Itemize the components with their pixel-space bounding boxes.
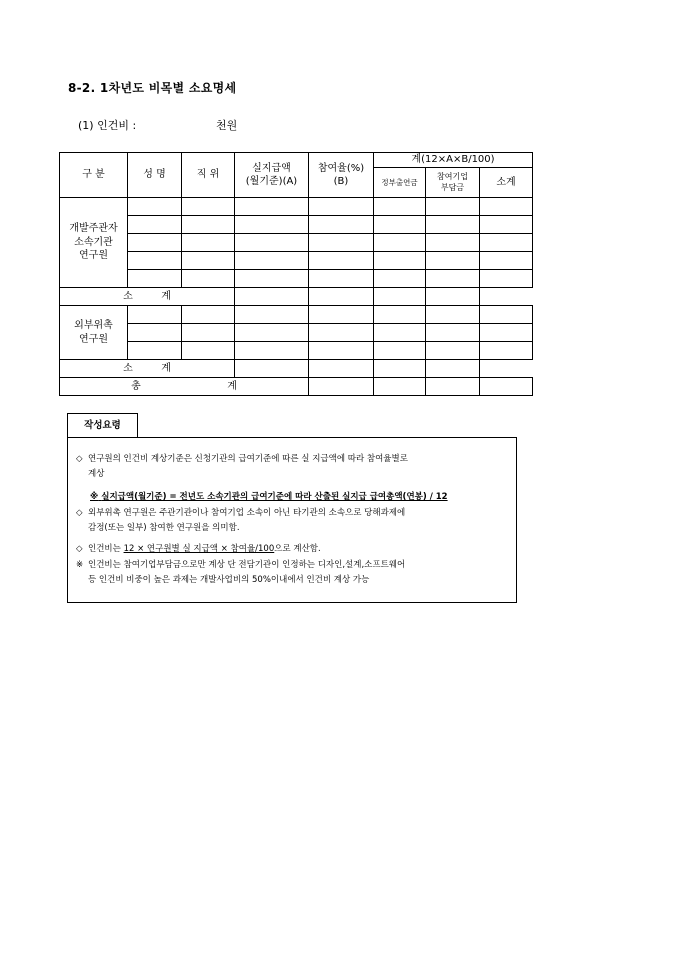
header-total-group: 계(12×A×B/100) [374, 153, 533, 168]
cell-participation[interactable] [309, 198, 374, 216]
table-row [60, 342, 533, 360]
guide-formula-text: 실지급액(월기준) = 전년도 소속기관의 급여기준에 따라 산출된 실지급 급여총액(연봉) / 12 [101, 492, 448, 502]
cell-participation[interactable] [309, 342, 374, 360]
cell-subtotal[interactable] [480, 270, 533, 288]
header-participation-line1: 참여율(%) [317, 162, 365, 174]
cell-name[interactable] [128, 252, 182, 270]
diamond-icon: ◇ [76, 544, 83, 554]
cell-gov[interactable] [374, 378, 426, 396]
cell-subtotal[interactable] [480, 198, 533, 216]
cell-participation[interactable] [235, 360, 309, 378]
cell-gov[interactable] [374, 270, 426, 288]
cell-name[interactable] [128, 234, 182, 252]
subtotal-label-char2: 계 [161, 362, 171, 374]
cell-position[interactable] [182, 342, 235, 360]
cell-salary[interactable] [235, 342, 309, 360]
cell-name[interactable] [128, 198, 182, 216]
guide-item-1-line2: 계상 [88, 469, 105, 479]
group2-line2: 연구원 [79, 333, 108, 345]
header-salary-line1: 실지급액 [252, 162, 291, 174]
header-gov-contribution: 정부출연금 [374, 168, 426, 198]
cell-position[interactable] [182, 306, 235, 324]
subtotal-row-2 [60, 360, 533, 378]
grand-total-char2: 계 [227, 380, 237, 392]
guide-item-2-line2: 감정(또는 일부) 참여한 연구원을 의미함. [88, 523, 240, 533]
header-name: 성 명 [128, 153, 182, 198]
cell-subtotal[interactable] [480, 216, 533, 234]
cell-company[interactable] [426, 216, 480, 234]
header-position: 직 위 [182, 153, 235, 198]
cell-name[interactable] [128, 306, 182, 324]
cell-salary[interactable] [235, 234, 309, 252]
guide-tab-label: 작성요령 [67, 413, 138, 438]
guide-item-3-formula: 12 × 연구원별 실 지급액 × 참여율/100 [123, 544, 275, 554]
header-salary-line2: (월기준)(A) [245, 176, 298, 187]
cell-salary[interactable] [235, 324, 309, 342]
guide-item-1-line1: 연구원의 인건비 계상기준은 신청기관의 급여기준에 따른 실 지급액에 따라 참여율별로 [88, 454, 408, 464]
table-row [60, 306, 533, 324]
cell-participation[interactable] [309, 252, 374, 270]
cell-subtotal[interactable] [480, 306, 533, 324]
cell-gov[interactable] [374, 252, 426, 270]
group2-line1: 외부위촉 [74, 320, 113, 331]
grand-total-label [60, 378, 309, 396]
guide-item-4 [76, 558, 508, 588]
cell-subtotal[interactable] [426, 360, 480, 378]
cell-gov[interactable] [374, 216, 426, 234]
header-subtotal: 소계 [480, 168, 533, 198]
cell-participation[interactable] [309, 216, 374, 234]
cell-name[interactable] [128, 270, 182, 288]
guide-item-3-suffix: 으로 계산함. [274, 544, 321, 554]
guide-item-2 [76, 506, 508, 536]
subtotal-label [60, 360, 235, 378]
cell-company[interactable] [426, 198, 480, 216]
guide-item-1 [76, 452, 508, 482]
subtotal-label-char1: 소 [123, 290, 133, 302]
table-row [60, 324, 533, 342]
subtotal-label-char1: 소 [123, 362, 133, 374]
cell-position[interactable] [182, 270, 235, 288]
guide-item-3 [76, 542, 508, 557]
cell-position[interactable] [182, 216, 235, 234]
cell-participation[interactable] [309, 270, 374, 288]
cell-position[interactable] [182, 324, 235, 342]
table-row [60, 270, 533, 288]
grand-total-row [60, 378, 533, 396]
guide-item-4-line2: 등 인건비 비중이 높은 과제는 개발사업비의 50%이내에서 인건비 계상 가능 [88, 575, 370, 585]
unit-label: 천원 [216, 119, 238, 132]
cell-company[interactable] [426, 270, 480, 288]
cell-gov[interactable] [374, 342, 426, 360]
cell-participation[interactable] [309, 324, 374, 342]
cell-position[interactable] [182, 252, 235, 270]
subsection-label: (1) 인건비 : [78, 119, 137, 132]
cell-gov[interactable] [374, 234, 426, 252]
cell-gov[interactable] [374, 306, 426, 324]
personnel-cost-table [59, 152, 533, 396]
cell-company[interactable] [374, 288, 426, 306]
header-company-line1: 참여기업 [437, 172, 468, 182]
cell-salary[interactable] [235, 252, 309, 270]
cell-participation[interactable] [309, 306, 374, 324]
header-participation [309, 153, 374, 198]
cell-gov[interactable] [309, 288, 374, 306]
subtotal-label [60, 288, 235, 306]
grand-total-char1: 총 [131, 380, 141, 392]
cell-gov[interactable] [374, 198, 426, 216]
cell-participation[interactable] [309, 378, 374, 396]
cell-salary[interactable] [235, 306, 309, 324]
header-company-share [426, 168, 480, 198]
cell-company[interactable] [426, 306, 480, 324]
cell-subtotal[interactable] [480, 324, 533, 342]
cell-subtotal[interactable] [480, 234, 533, 252]
table-row [60, 252, 533, 270]
cell-subtotal[interactable] [426, 288, 480, 306]
guide-item-2-line1: 외부위촉 연구원은 주관기관이나 참여기업 소속이 아닌 타기관의 소속으로 당해과제에 [88, 508, 406, 518]
cell-name[interactable] [128, 342, 182, 360]
cell-name[interactable] [128, 216, 182, 234]
header-company-line2: 부담금 [440, 182, 465, 192]
cell-company[interactable] [426, 252, 480, 270]
cell-salary[interactable] [235, 270, 309, 288]
cell-company[interactable] [426, 378, 480, 396]
cell-participation[interactable] [235, 288, 309, 306]
diamond-icon: ◇ [76, 454, 83, 464]
subtotal-label-char2: 계 [161, 290, 171, 302]
section-title: 8-2. 1차년도 비목별 소요명세 [68, 81, 237, 95]
header-row-1 [60, 153, 533, 168]
table-row [60, 216, 533, 234]
cell-position[interactable] [182, 234, 235, 252]
guide-item-4-line1: 인건비는 참여기업부담금으로만 계상 단 전담기관이 인정하는 디자인,설계,소프트웨어 [88, 560, 406, 570]
cell-gov[interactable] [374, 324, 426, 342]
subtotal-row-1 [60, 288, 533, 306]
header-division: 구 분 [60, 153, 128, 198]
reference-mark-icon: ※ [76, 560, 84, 570]
group1-line1: 개발주관자 [69, 223, 118, 235]
guide-item-3-prefix: 인건비는 [88, 544, 121, 554]
cell-subtotal[interactable] [480, 252, 533, 270]
group1-line2: 소속기관 [74, 236, 113, 248]
cell-gov[interactable] [309, 360, 374, 378]
guide-formula [76, 490, 508, 505]
cell-company[interactable] [426, 324, 480, 342]
table-row [60, 234, 533, 252]
cell-participation[interactable] [309, 234, 374, 252]
subsection-line [78, 117, 238, 133]
table-row [60, 198, 533, 216]
group1-line3: 연구원 [79, 250, 108, 262]
reference-mark-icon: ※ [90, 492, 99, 502]
cell-company[interactable] [374, 360, 426, 378]
cell-company[interactable] [426, 342, 480, 360]
cell-name[interactable] [128, 324, 182, 342]
guide-box [67, 437, 517, 603]
cell-salary[interactable] [235, 198, 309, 216]
cell-position[interactable] [182, 198, 235, 216]
header-salary [235, 153, 309, 198]
group1-label [60, 198, 128, 288]
header-participation-line2: (B) [333, 176, 349, 187]
cell-salary[interactable] [235, 216, 309, 234]
group2-label [60, 306, 128, 360]
cell-subtotal[interactable] [480, 342, 533, 360]
cell-company[interactable] [426, 234, 480, 252]
diamond-icon: ◇ [76, 508, 83, 518]
cell-subtotal[interactable] [480, 378, 533, 396]
